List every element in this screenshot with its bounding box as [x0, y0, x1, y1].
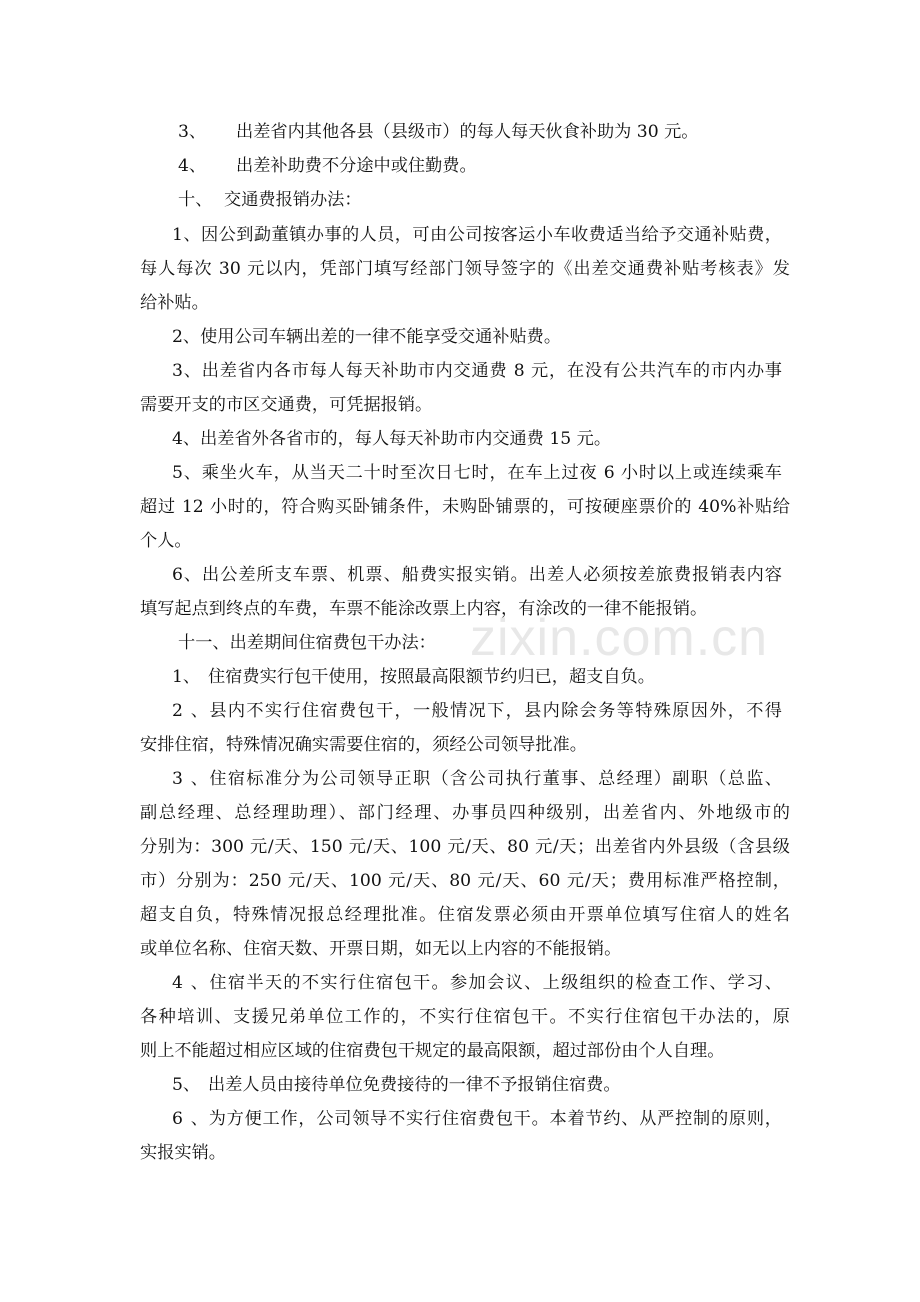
line-text: 出差补助费不分途中或住勤费。: [236, 156, 477, 176]
paragraph-line: 超过 12 小时的，符合购买卧铺条件，未购卧铺票的，可按硬座票价的 40%补贴给: [140, 497, 790, 517]
paragraph-line: 各种培训、支援兄弟单位工作的，不实行住宿包干。不实行住宿包干办法的，原: [140, 1007, 790, 1027]
paragraph-line: [172, 972, 782, 994]
item-number: 3、: [178, 122, 207, 142]
paragraph-line: 给补贴。: [140, 293, 209, 313]
paragraph-line: 实报实销。: [140, 1143, 226, 1163]
section-number: 十、: [178, 190, 213, 210]
paragraph-line: 或单位名称、住宿天数、开票日期，如无以上内容的不能报销。: [140, 939, 622, 959]
line-text: 住宿半天的不实行住宿包干。参加会议、上级组织的检查工作、学习、: [208, 973, 782, 993]
paragraph-line: 1、因公到勐董镇办事的人员，可由公司按客运小车收费适当给予交通补贴费，: [172, 225, 782, 245]
paragraph-line: [172, 1074, 822, 1096]
line-text: 为方便工作，公司领导不实行住宿费包干。本着节约、从严控制的原则，: [208, 1109, 782, 1129]
paragraph-line: 则上不能超过相应区域的住宿费包干规定的最高限额，超过部份由个人自理。: [140, 1041, 725, 1061]
item-number: 3、: [172, 769, 208, 789]
paragraph-line: [172, 768, 782, 790]
paragraph-line: 填写起点到终点的车费，车票不能涂改票上内容，有涂改的一律不能报销。: [140, 599, 708, 619]
item-number: 2、: [172, 701, 208, 721]
line-text: 出差省内其他各县（县级市）的每人每天伙食补助为 30 元。: [236, 122, 699, 142]
line-text: 住宿标准分为公司领导正职（含公司执行董事、总经理）副职（总监、: [208, 769, 782, 789]
paragraph-line: 超支自负，特殊情况报总经理批准。住宿发票必须由开票单位填写住宿人的姓名: [140, 905, 790, 925]
paragraph-line: 副总经理、总经理助理）、部门经理、办事员四种级别，出差省内、外地级市的: [140, 803, 790, 823]
paragraph-line: 每人每次 30 元以内，凭部门填写经部门领导签字的《出差交通费补贴考核表》发: [140, 259, 790, 279]
paragraph-line: 5、乘坐火车，从当天二十时至次日七时，在车上过夜 6 小时以上或连续乘车: [172, 463, 782, 483]
line-text: 县内不实行住宿费包干，一般情况下，县内除会务等特殊原因外，不得: [208, 701, 782, 721]
paragraph-line: 2、使用公司车辆出差的一律不能享受交通补贴费。: [172, 327, 562, 347]
section-title: 交通费报销办法：: [224, 190, 362, 210]
paragraph-line: 安排住宿，特殊情况确实需要住宿的，须经公司领导批准。: [140, 735, 587, 755]
paragraph-line: [172, 1108, 782, 1130]
section-heading: [178, 189, 828, 211]
item-number: 4、: [178, 156, 207, 176]
paragraph-line: 分别为：300 元/天、150 元/天、100 元/天、80 元/天；出差省内外县级（含县级: [140, 837, 790, 857]
item-number: 4、: [172, 973, 208, 993]
section-heading: 十一、出差期间住宿费包干办法：: [178, 633, 436, 653]
paragraph-line: 6、出公差所支车票、机票、船费实报实销。出差人必须按差旅费报销表内容: [172, 565, 782, 585]
item-number: 6、: [172, 1109, 208, 1129]
paragraph-line: 4、出差省外各省市的，每人每天补助市内交通费 15 元。: [172, 429, 612, 449]
paragraph-line: 市）分别为：250 元/天、100 元/天、80 元/天、60 元/天；费用标准严格控制，: [140, 871, 790, 891]
item-number: 1、: [172, 667, 201, 687]
line-text: 出差人员由接待单位免费接待的一律不予报销住宿费。: [208, 1075, 621, 1095]
paragraph-line: 3、出差省内各市每人每天补助市内交通费 8 元，在没有公共汽车的市内办事: [172, 361, 782, 381]
paragraph-line: 需要开支的市区交通费，可凭据报销。: [140, 395, 433, 415]
paragraph-line: [178, 121, 828, 143]
paragraph-line: [172, 666, 822, 688]
paragraph-line: 个人。: [140, 531, 192, 551]
item-number: 5、: [172, 1075, 201, 1095]
line-text: 住宿费实行包干使用，按照最高限额节约归已，超支自负。: [208, 667, 655, 687]
paragraph-line: [172, 700, 782, 722]
watermark: zixin.com.cn: [470, 609, 769, 667]
paragraph-line: [178, 155, 828, 177]
